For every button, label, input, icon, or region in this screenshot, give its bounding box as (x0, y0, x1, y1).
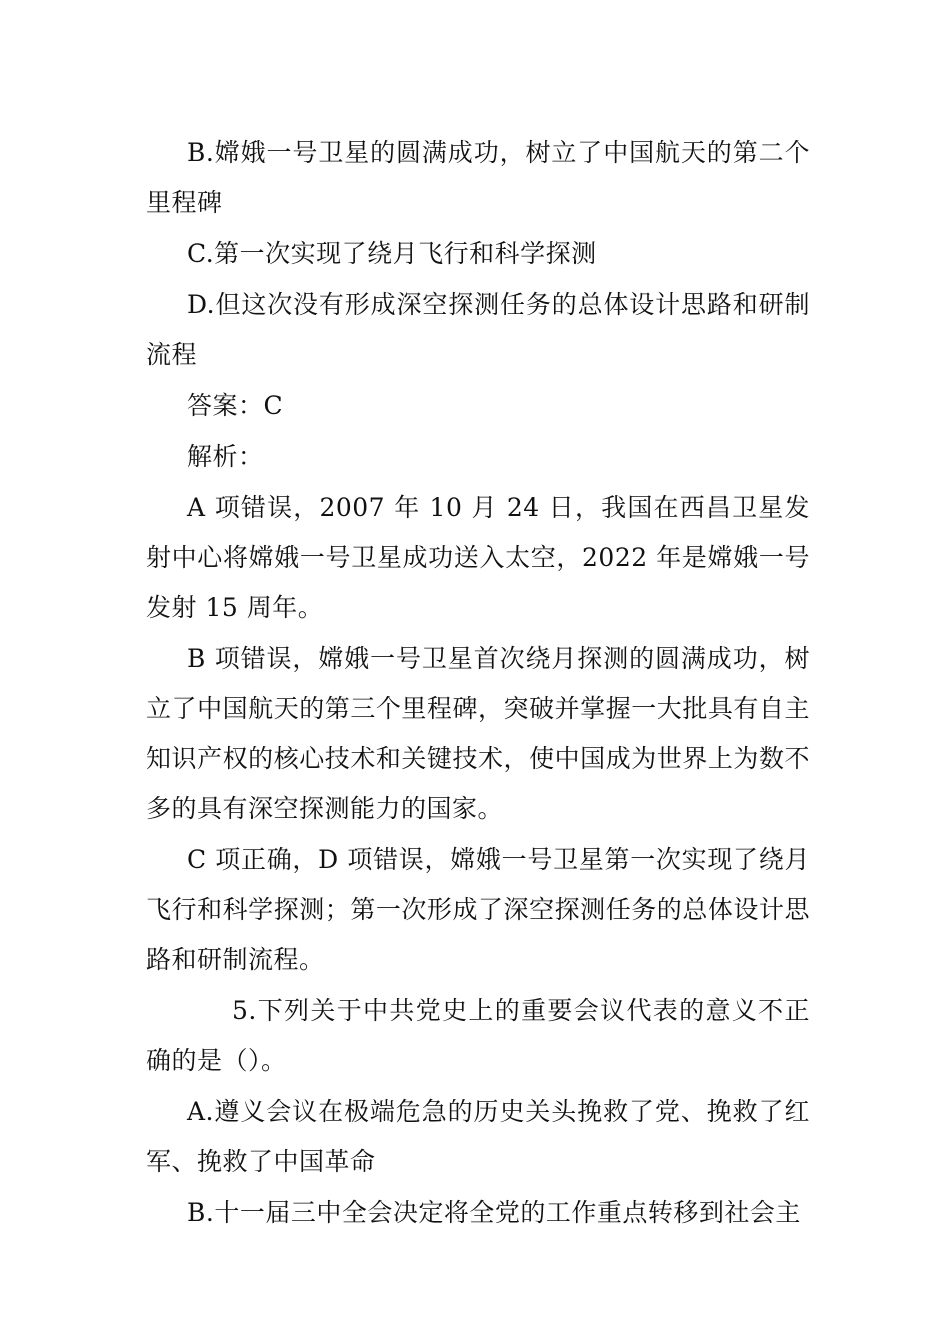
q5-option-b-text: B.十一届三中全会决定将全党的工作重点转移到社会主 (187, 1198, 801, 1227)
analysis-cd-text: C 项正确，D 项错误，嫦娥一号卫星第一次实现了绕月飞行和科学探测；第一次形成了深空探测任务的总体设计思路和研制流程。 (146, 845, 810, 974)
option-d-text: D.但这次没有形成深空探测任务的总体设计思路和研制流程 (146, 290, 810, 369)
q5-option-a-text: A.遵义会议在极端危急的历史关头挽救了党、挽救了红军、挽救了中国革命 (146, 1097, 810, 1176)
answer-text: 答案：C (187, 391, 284, 420)
analysis-b-text: B 项错误，嫦娥一号卫星首次绕月探测的圆满成功，树立了中国航天的第三个里程碑，突破并掌握一大批具有自主知识产权的核心技术和关键技术，使中国成为世界上为数不多的具有深空探测能力的国家。 (146, 644, 810, 823)
option-c-text: C.第一次实现了绕月飞行和科学探测 (187, 239, 597, 268)
analysis-a-text: A 项错误，2007 年 10 月 24 日，我国在西昌卫星发射中心将嫦娥一号卫星成功送入太空，2022 年是嫦娥一号发射 15 周年。 (146, 493, 810, 622)
document-body (146, 128, 810, 1239)
analysis-label: 解析： (187, 442, 264, 471)
option-b-text: B.嫦娥一号卫星的圆满成功，树立了中国航天的第二个里程碑 (146, 138, 810, 217)
question-5-text: 5.下列关于中共党史上的重要会议代表的意义不正确的是（）。 (146, 996, 810, 1075)
